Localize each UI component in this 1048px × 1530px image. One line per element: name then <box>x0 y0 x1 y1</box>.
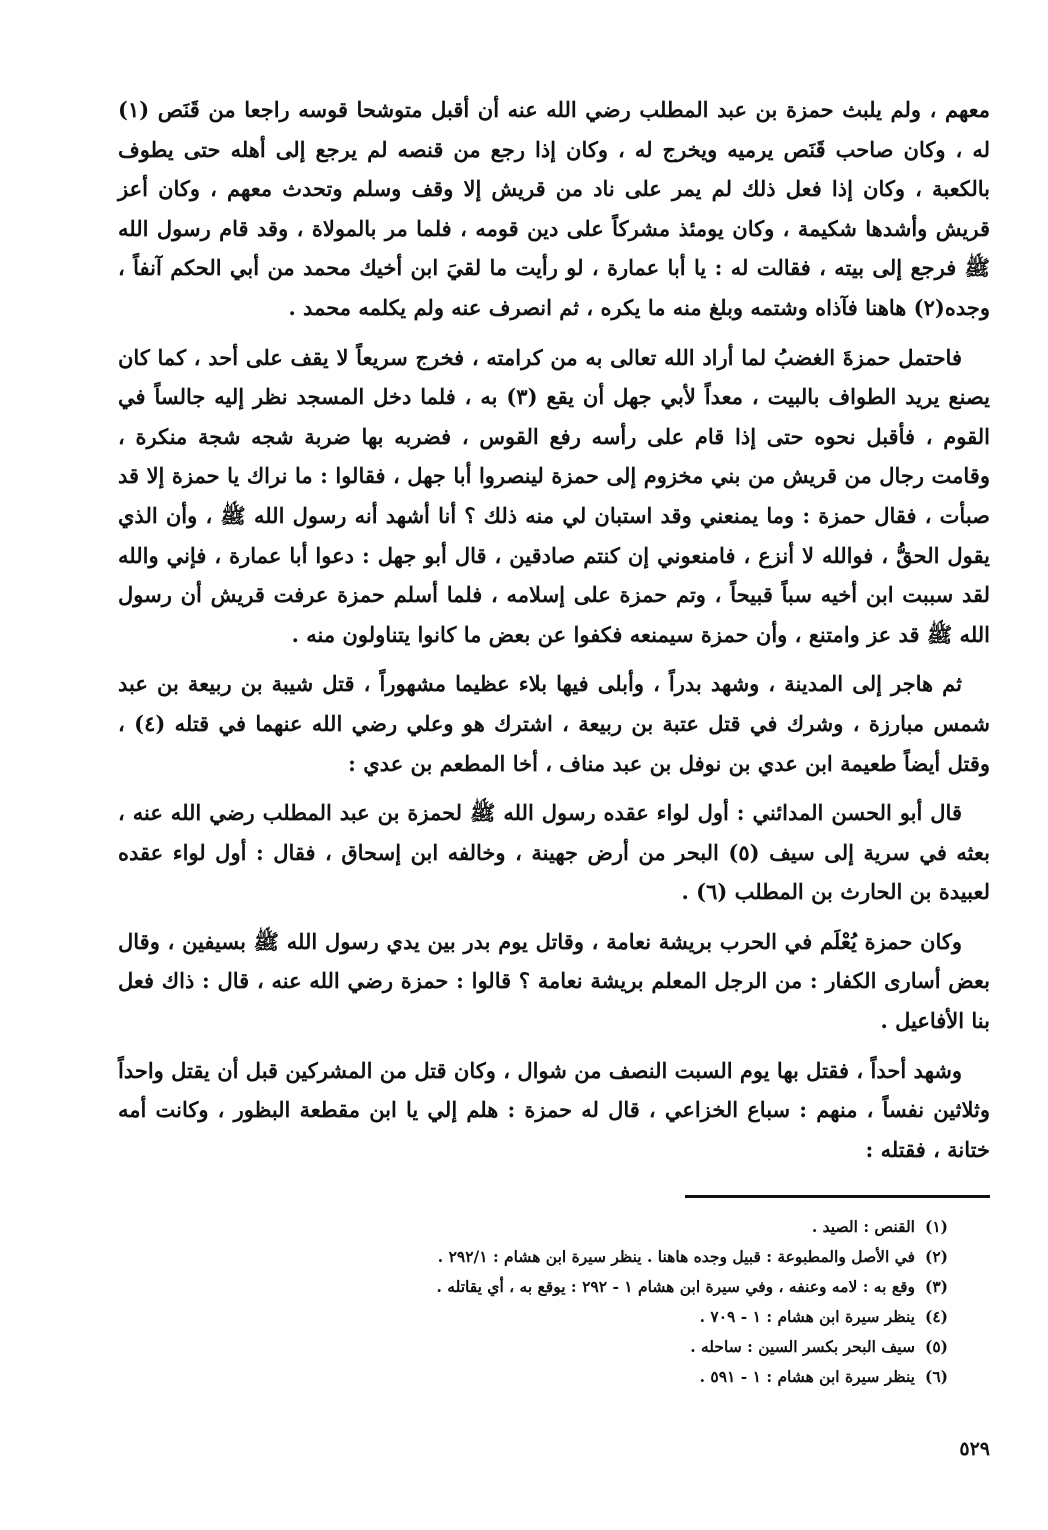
footnote-divider <box>685 1195 990 1198</box>
paragraph: فاحتمل حمزةَ الغضبُ لما أراد الله تعالى به من كرامته ، فخرج سريعاً لا يقف على أحد ، كما كان يصنع يريد الطواف بالبيت ، معداً لأبي جهل أن يقع (٣) به ، فلما دخل المسجد نظر إليه جالساً في القوم ، فأقبل نحوه حتى إذا قام على رأسه رفع القوس ، فضربه بها ضربة شجه شجة منكرة ، وقامت رجال من قريش من بني مخزوم إلى حمزة لينصروا أبا جهل ، فقالوا : ما نراك يا حمزة إلا قد صبأت ، فقال حمزة : وما يمنعني وقد استبان لي منه ذلك ؟ أنا أشهد أنه رسول الله ﷺ ، وأن الذي يقول الحقُّ ، فوالله لا أنزع ، فامنعوني إن كنتم صادقين ، قال أبو جهل : دعوا أبا عمارة ، فإني والله لقد سببت ابن أخيه سباً قبيحاً ، وتم حمزة على إسلامه ، فلما أسلم حمزة عرفت قريش أن رسول الله ﷺ قد عز وامتنع ، وأن حمزة سيمنعه فكفوا عن بعض ما كانوا يتناولون منه . <box>118 344 990 647</box>
paragraph: وشهد أحداً ، فقتل بها يوم السبت النصف من شوال ، وكان قتل من المشركين قبل أن يقتل واحداً وثلاثين نفساً ، منهم : سباع الخزاعي ، قال له حمزة : هلم إلي يا ابن مقطعة البظور ، وكانت أمه ختانة ، فقتله : <box>118 1057 990 1162</box>
footnote-number: (١) <box>924 1217 948 1236</box>
footnote-number: (٢) <box>924 1247 948 1266</box>
footnote <box>118 1302 990 1332</box>
page-number: ٥٢٩ <box>959 1438 990 1460</box>
footnote-text: ينظر سيرة ابن هشام : ١ - ٧٠٩ . <box>699 1307 915 1326</box>
footnote <box>118 1212 990 1242</box>
footnote-text: في الأصل والمطبوعة : قبيل وجده هاهنا . ينظر سيرة ابن هشام : ٢٩٢/١ . <box>437 1247 915 1266</box>
paragraph: معهم ، ولم يلبث حمزة بن عبد المطلب رضي الله عنه أن أقبل متوشحا قوسه راجعا من قَنَص (١) له ، وكان صاحب قَنَص يرميه ويخرج له ، وكان إذا رجع من قنصه لم يرجع إلى أهله حتى يطوف بالكعبة ، وكان إذا فعل ذلك لم يمر على ناد من قريش إلا وقف وسلم وتحدث معهم ، وكان أعز قريش وأشدها شكيمة ، وكان يومئذ مشركاً على دين قومه ، فلما مر بالمولاة ، وقد قام رسول الله ﷺ فرجع إلى بيته ، فقالت له : يا أبا عمارة ، لو رأيت ما لقيَ ابن أخيك محمد من أبي الحكم آنفاً ، وجده(٢) هاهنا فآذاه وشتمه وبلغ منه ما يكره ، ثم انصرف عنه ولم يكلمه محمد . <box>118 97 990 320</box>
footnote-number: (٥) <box>924 1337 948 1356</box>
footnote-number: (٣) <box>924 1277 948 1296</box>
paragraph: ثم هاجر إلى المدينة ، وشهد بدراً ، وأبلى فيها بلاء عظيما مشهوراً ، قتل شيبة بن ربيعة بن عبد شمس مبارزة ، وشرك في قتل عتبة بن ربيعة ، اشترك هو وعلي رضي الله عنهما في قتله (٤) ، وقتل أيضاً طعيمة ابن عدي بن نوفل بن عبد مناف ، أخا المطعم بن عدي : <box>118 671 990 776</box>
paragraph: قال أبو الحسن المدائني : أول لواء عقده رسول الله ﷺ لحمزة بن عبد المطلب رضي الله عنه ، بعثه في سرية إلى سيف (٥) البحر من أرض جهينة ، وخالفه ابن إسحاق ، فقال : أول لواء عقده لعبيدة بن الحارث بن المطلب (٦) . <box>118 800 990 905</box>
footnote-text: وقع به : لامه وعنفه ، وفي سيرة ابن هشام ١ - ٢٩٢ : يوقع به ، أي يقاتله . <box>436 1277 915 1296</box>
paragraph: وكان حمزة يُعْلَم في الحرب بريشة نعامة ، وقاتل يوم بدر بين يدي رسول الله ﷺ بسيفين ، وقال بعض أسارى الكفار : من الرجل المعلم بريشة نعامة ؟ قالوا : حمزة رضي الله عنه ، قال : ذاك فعل بنا الأفاعيل . <box>118 928 990 1034</box>
footnote <box>118 1272 990 1302</box>
footnotes <box>118 1195 990 1392</box>
footnote <box>118 1362 990 1392</box>
footnote-text: سيف البحر بكسر السين : ساحله . <box>690 1337 915 1356</box>
footnote-text: القنص : الصيد . <box>811 1217 915 1236</box>
footnote-number: (٤) <box>924 1307 948 1326</box>
footnote-text: ينظر سيرة ابن هشام : ١ - ٥٩١ . <box>699 1367 915 1386</box>
footnote-number: (٦) <box>924 1367 948 1386</box>
footnote <box>118 1242 990 1272</box>
footnote <box>118 1332 990 1362</box>
main-text <box>118 90 990 1169</box>
